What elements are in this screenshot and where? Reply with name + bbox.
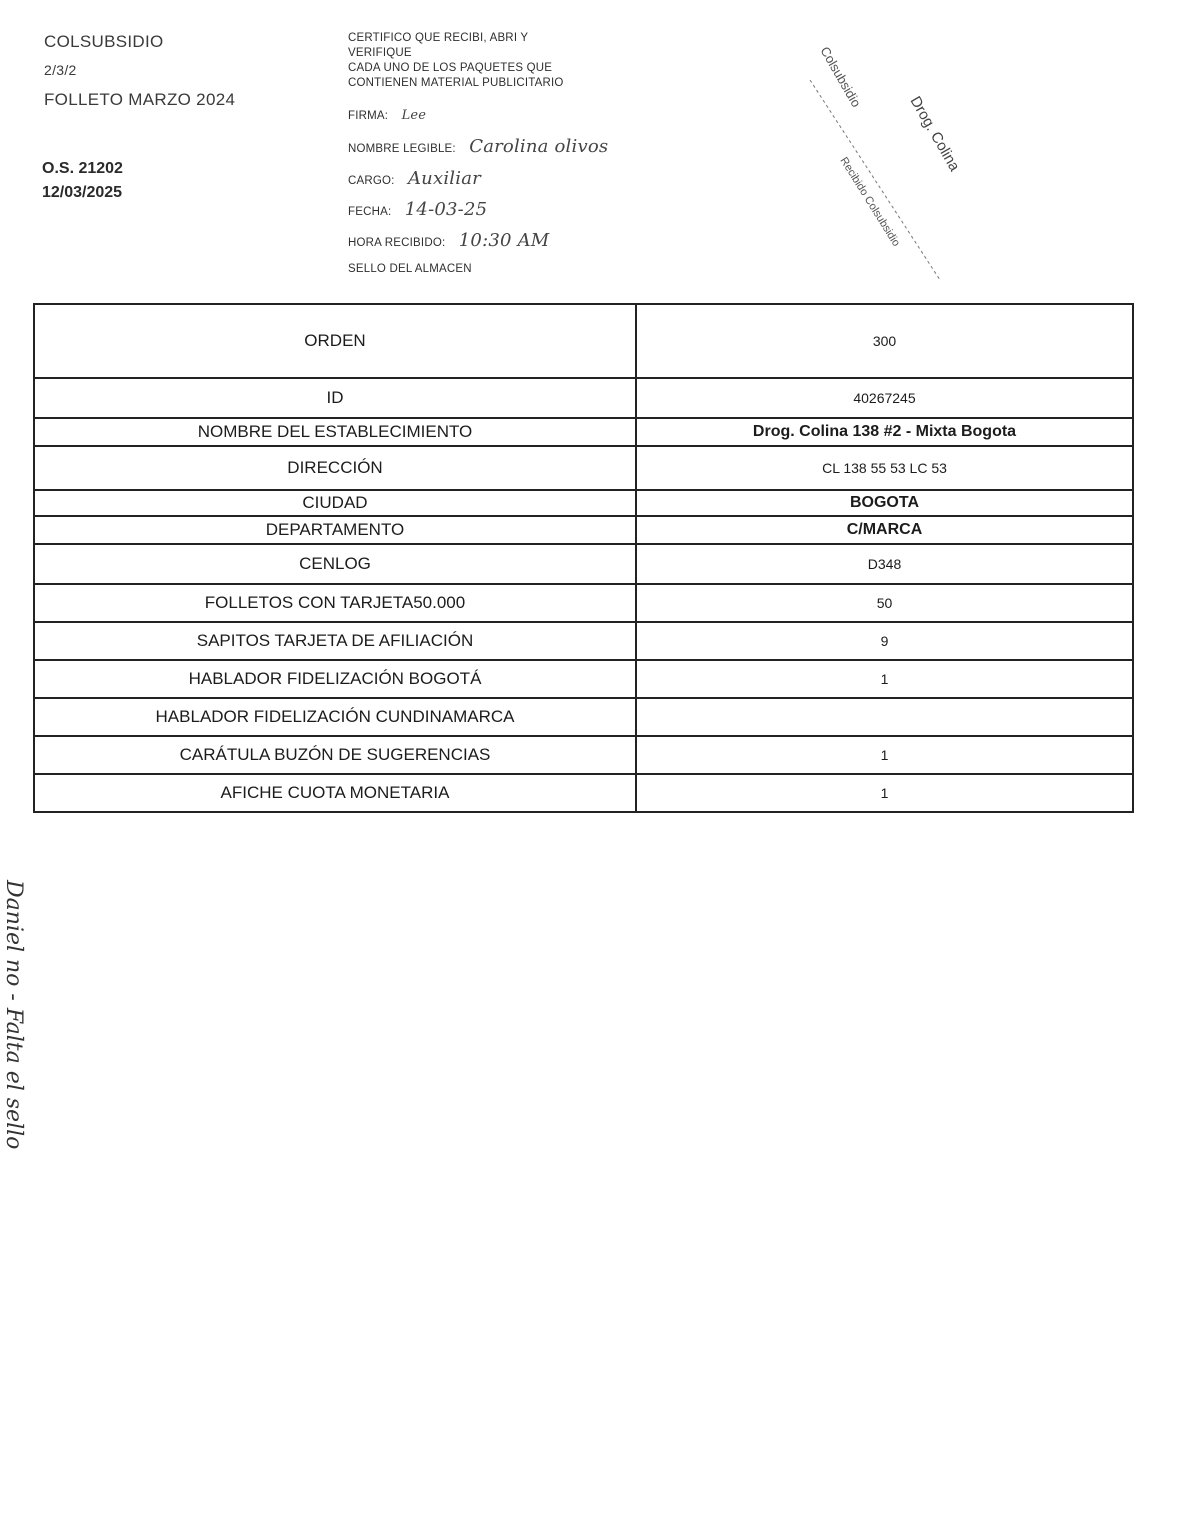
stamp-text-1: Colsubsidio [817,44,864,110]
table-row [34,304,1133,378]
fecha-value: 14-03-25 [404,199,488,220]
row-label: HABLADOR FIDELIZACIÓN CUNDINAMARCA [34,698,636,736]
table-row [34,698,1133,736]
fecha-field [348,199,487,220]
firma-signature: Lee [401,108,427,123]
stamp-graphic [800,40,1040,290]
row-label: ORDEN [34,304,636,378]
table-row [34,544,1133,584]
row-value: BOGOTA [636,490,1133,516]
hora-label: HORA RECIBIDO: [348,237,446,249]
row-value: C/MARCA [636,516,1133,544]
row-value: 40267245 [636,378,1133,418]
row-value: 300 [636,304,1133,378]
nombre-label: NOMBRE LEGIBLE: [348,143,456,155]
row-value: 1 [636,660,1133,698]
row-label: DIRECCIÓN [34,446,636,490]
row-label: AFICHE CUOTA MONETARIA [34,774,636,812]
sender-block [44,32,235,120]
row-value: 50 [636,584,1133,622]
table-row [34,584,1133,622]
nombre-field [348,136,608,157]
row-value: CL 138 55 53 LC 53 [636,446,1133,490]
service-order-number: O.S. 21202 [42,160,123,177]
receipt-certificate [348,32,609,275]
hora-value: 10:30 AM [458,230,550,251]
firma-field [348,108,426,123]
row-label: DEPARTAMENTO [34,516,636,544]
row-label: ID [34,378,636,418]
table-row [34,516,1133,544]
cert-line-1: CERTIFICO QUE RECIBI, ABRI Y [348,32,529,44]
store-stamp [800,40,1040,290]
margin-handwritten-note [2,880,42,1310]
delivery-table-grid [33,303,1134,813]
hora-field [348,230,549,251]
row-value: 1 [636,774,1133,812]
row-label: CARÁTULA BUZÓN DE SUGERENCIAS [34,736,636,774]
margin-note-text: Daniel no - Falta el sello [1,880,26,1150]
stamp-text-3: Recibido Colsubsidio [837,155,903,249]
company-name: COLSUBSIDIO [44,32,164,51]
cargo-label: CARGO: [348,175,395,187]
row-value: D348 [636,544,1133,584]
stamp-text-2: Drog. Colina [906,93,963,175]
sello-label: SELLO DEL ALMACEN [348,263,472,275]
row-label: CENLOG [34,544,636,584]
row-label: FOLLETOS CON TARJETA50.000 [34,584,636,622]
cert-line-3: CADA UNO DE LOS PAQUETES QUE [348,62,553,74]
table-row [34,490,1133,516]
table-row [34,736,1133,774]
delivery-table [33,303,1134,813]
cert-line-4: CONTIENEN MATERIAL PUBLICITARIO [348,77,564,89]
firma-label: FIRMA: [348,110,389,122]
table-row [34,660,1133,698]
cargo-value: Auxiliar [407,168,481,189]
row-label: NOMBRE DEL ESTABLECIMIENTO [34,418,636,446]
service-order-date: 12/03/2025 [42,184,123,201]
table-row [34,622,1133,660]
row-value: 9 [636,622,1133,660]
table-row [34,418,1133,446]
row-value: Drog. Colina 138 #2 - Mixta Bogota [636,418,1133,446]
row-value: 1 [636,736,1133,774]
table-row [34,378,1133,418]
row-label: HABLADOR FIDELIZACIÓN BOGOTÁ [34,660,636,698]
company-code: 2/3/2 [44,62,77,78]
nombre-value: Carolina olivos [469,136,609,157]
table-row [34,774,1133,812]
fecha-label: FECHA: [348,206,392,218]
service-order-block [42,160,123,208]
row-label: SAPITOS TARJETA DE AFILIACIÓN [34,622,636,660]
row-value [636,698,1133,736]
campaign-title: FOLLETO MARZO 2024 [44,90,236,109]
row-label: CIUDAD [34,490,636,516]
table-row [34,446,1133,490]
cert-line-2: VERIFIQUE [348,47,412,59]
cargo-field [348,168,481,189]
